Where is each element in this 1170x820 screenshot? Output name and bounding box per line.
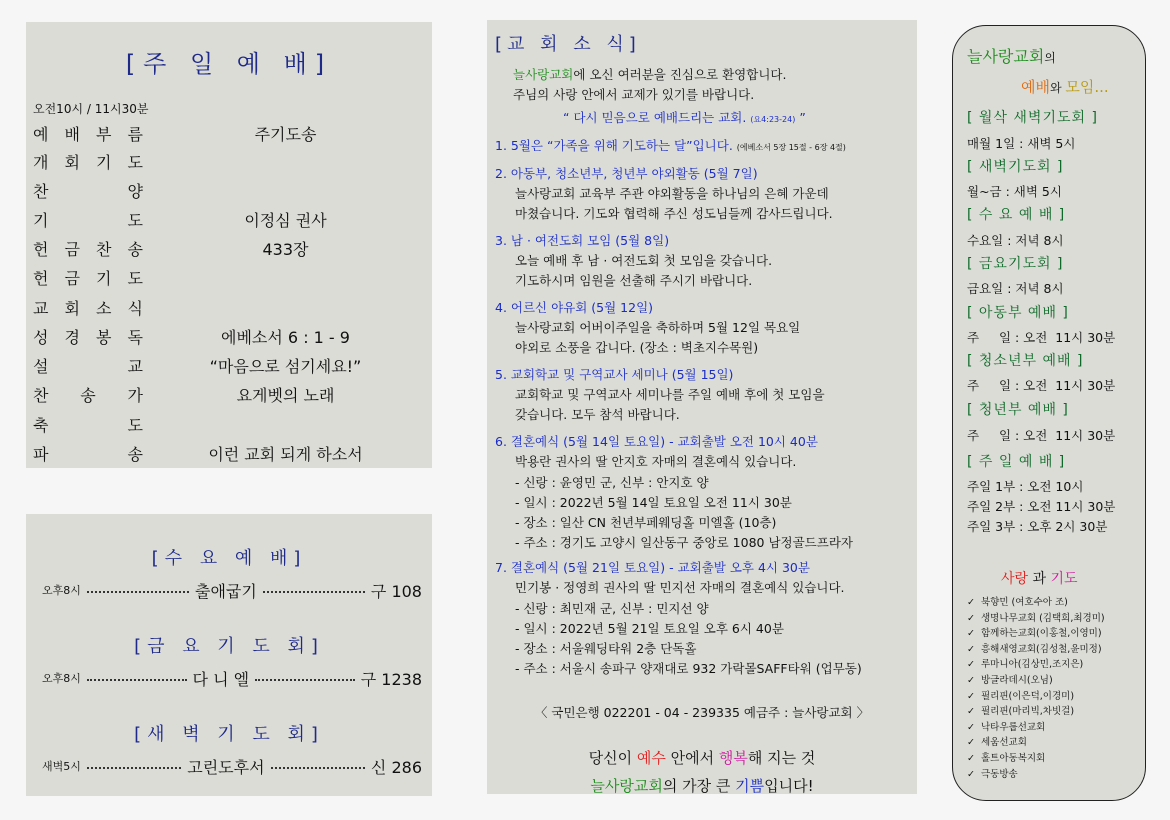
motto (563, 108, 806, 126)
order-item-char: 설 (33, 357, 49, 376)
bank-account: 〈 국민은행 022201 - 04 - 239335 예금주 : 늘사랑교회 〉 (534, 705, 870, 720)
prayer-item-label: 북향민 (여호수아 조) (981, 597, 1068, 608)
order-item-char: 배 (64, 125, 80, 144)
sunday-service-3: 주일 3부 : 오후 2시 30분 (967, 519, 1108, 534)
check-icon: ✓ (967, 690, 975, 702)
dot-leader (87, 679, 187, 681)
prayer-item-label: 루마니아(김상민,조지은) (981, 659, 1084, 671)
order-item-label (33, 150, 143, 173)
sunday-service-2: 주일 2부 : 오전 11시 30분 (967, 499, 1116, 514)
order-item-char: 도 (127, 153, 143, 172)
welcome-line-1 (513, 65, 786, 83)
order-item-char: 회 (64, 299, 80, 318)
order-item-label (33, 442, 143, 465)
news-3-line-2: 기도하시며 임원을 선출해 주시기 바랍니다. (515, 273, 753, 288)
order-item-char: 가 (127, 386, 143, 405)
order-item-char: 소 (96, 299, 112, 318)
wednesday-number: 구 108 (370, 581, 422, 601)
wednesday-service-time: 수요일 : 저녁 8시 (967, 233, 1064, 248)
friday-number: 구 1238 (360, 669, 423, 689)
church-name: 늘사랑교회 (513, 67, 574, 82)
order-item-value: 433장 (262, 240, 309, 259)
news-6-line-1: 박용란 권사의 딸 안지호 자매의 결혼예식 있습니다. (515, 454, 797, 469)
prayer-item-label: 극동방송 (981, 768, 1018, 780)
order-item-char: 교 (127, 357, 143, 376)
news-7-line-5: - 주소 : 서울시 송파구 양재대로 932 가락몰SAFF타워 (업무동) (515, 661, 862, 676)
closing-church: 늘사랑교회 (590, 777, 663, 795)
order-item-char: 름 (127, 125, 143, 144)
order-item-value: 에베소서 6 : 1 - 9 (221, 328, 350, 347)
news-5-line-2: 갖습니다. 모두 참석 바랍니다. (515, 407, 680, 422)
order-row (33, 237, 428, 259)
prayer-item-label: 함께하는교회(이홍철,이영미) (981, 628, 1102, 640)
news-6-line-2: - 신랑 : 윤영민 군, 신부 : 안지호 양 (515, 475, 709, 490)
news-7-line-4: - 장소 : 서울웨딩타워 2층 단독홀 (515, 641, 697, 656)
wednesday-title: [수 요 예 배] (151, 548, 307, 569)
order-row (33, 150, 428, 172)
order-item-label (33, 325, 143, 348)
order-item-label (33, 266, 143, 289)
order-row (33, 442, 428, 464)
order-item-char: 봉 (96, 328, 112, 347)
news-5-title: 5. 교회학교 및 구역교사 세미나 (5월 15일) (495, 367, 734, 382)
weekday-services-panel (26, 514, 432, 796)
news-2-title: 2. 아동부, 청소년부, 청년부 야외활동 (5월 7일) (495, 166, 758, 181)
news-header: [교 회 소 식] (495, 34, 641, 55)
order-item-value: 요게벳의 노래 (236, 386, 335, 405)
check-icon: ✓ (967, 659, 975, 671)
prayer-item (967, 734, 1027, 748)
order-item-char: 기 (96, 153, 112, 172)
news-6-line-3: - 일시 : 2022년 5월 14일 토요일 오전 11시 30분 (515, 495, 792, 510)
love-text: 사랑 (1001, 571, 1029, 587)
check-icon: ✓ (967, 721, 975, 733)
news-7-line-1: 민기봉 · 정영희 권사의 딸 민지선 자매의 결혼예식 있습니다. (515, 580, 845, 595)
news-7-title: 7. 결혼예식 (5월 21일 토요일) - 교회출발 오후 4시 30분 (495, 560, 810, 575)
news-4-line-1: 늘사랑교회 어버이주일을 축하하며 5월 12일 목요일 (515, 320, 801, 335)
news-item-1 (495, 136, 846, 154)
wednesday-passage: 출애굽기 (194, 581, 257, 601)
order-row (33, 413, 428, 435)
closing-line-1 (487, 747, 917, 768)
order-item-char: 축 (33, 416, 49, 435)
order-item-value: 이정심 권사 (244, 211, 327, 230)
order-item-char: 기 (96, 269, 112, 288)
closing-text: 의 가장 큰 (662, 777, 736, 795)
order-item-label (33, 179, 143, 202)
prayer-item (967, 672, 1053, 686)
dawn-title: [새 벽 기 도 회] (134, 724, 324, 745)
check-icon: ✓ (967, 768, 975, 780)
prayer-item-label: 낙타우룹선교회 (981, 721, 1046, 733)
sunday-service-title: [ 주 일 예 배 ] (967, 454, 1066, 470)
prayer-text: 기도 (1050, 571, 1078, 587)
order-item-label (33, 296, 143, 319)
schedule-panel (952, 25, 1146, 801)
news-1-title: 1. 5월은 “가족을 위해 기도하는 달”입니다. (495, 138, 733, 153)
dawn-number: 신 286 (370, 757, 423, 777)
friday-title: [금 요 기 도 회] (134, 636, 324, 657)
children-service-time: 주 일 : 오전 11시 30분 (967, 330, 1116, 345)
order-item-label (33, 354, 143, 377)
closing-text: 안에서 (665, 749, 719, 767)
sunday-worship-title: [주 일 예 배] (125, 50, 333, 78)
news-2-line-1: 늘사랑교회 교육부 주관 야외활동을 하나님의 은혜 가운데 (515, 186, 829, 201)
order-item-char: 송 (127, 240, 143, 259)
order-item-label (33, 237, 143, 260)
check-icon: ✓ (967, 753, 975, 764)
news-3-title: 3. 남 · 여전도회 모임 (5월 8일) (495, 233, 670, 248)
love-and-prayer-title (1001, 568, 1078, 588)
motto-ref: (요4:23-24) (750, 115, 796, 124)
prayer-item (967, 703, 1074, 717)
news-1-ref: (에베소서 5장 15절 - 6장 4절) (736, 143, 846, 152)
order-item-char: 부 (96, 125, 112, 144)
check-icon: ✓ (967, 706, 975, 718)
news-4-title: 4. 어르신 야유회 (5월 12일) (495, 300, 654, 315)
order-item-label (33, 122, 143, 145)
order-item-char: 양 (127, 182, 143, 201)
dot-leader (87, 591, 189, 593)
prayer-item (967, 610, 1105, 624)
prayer-item-label: 생명나무교회 (김택희,최경미) (981, 612, 1105, 624)
heading-worship: 예배 (1021, 78, 1050, 96)
order-item-label (33, 413, 143, 436)
news-6-line-5: - 주소 : 경기도 고양시 일산동구 중앙로 1080 남정골드프라자 (515, 535, 853, 550)
order-item-char: 교 (33, 299, 49, 318)
order-item-char: 헌 (33, 240, 49, 259)
prayer-item (967, 656, 1083, 670)
schedule-heading-2 (1021, 76, 1109, 97)
closing-text: 입니다! (764, 777, 814, 795)
welcome-text: 에 오신 여러분을 진심으로 환영합니다. (573, 67, 787, 82)
check-icon: ✓ (967, 612, 975, 624)
news-6-line-4: - 장소 : 일산 CN 천년부페웨딩홀 미엘홀 (10층) (515, 515, 777, 530)
wednesday-service-title: [ 수 요 예 배 ] (967, 207, 1066, 223)
order-item-char: 도 (127, 269, 143, 288)
news-6-title: 6. 결혼예식 (5월 14일 토요일) - 교회출발 오전 10시 40분 (495, 434, 818, 449)
heading-meeting: 모임... (1065, 78, 1109, 96)
check-icon: ✓ (967, 675, 975, 686)
dot-leader (255, 679, 355, 681)
friday-row (42, 668, 422, 688)
dot-leader (263, 591, 365, 593)
heading-text: 의 (1044, 51, 1056, 65)
prayer-item-label: 필리핀(마리빅,차빗걸) (981, 706, 1075, 718)
order-item-label (33, 208, 143, 231)
prayer-item (967, 750, 1045, 764)
order-item-char: 독 (127, 328, 143, 347)
friday-prayer-time: 금요일 : 저녁 8시 (967, 281, 1064, 296)
order-item-char: 금 (64, 240, 80, 259)
order-row (33, 296, 428, 318)
prayer-item-label: 세움선교회 (981, 737, 1027, 749)
young-adult-service-time: 주 일 : 오전 11시 30분 (967, 428, 1116, 443)
order-row (33, 325, 428, 347)
prayer-item (967, 719, 1045, 733)
motto-end: ” (799, 110, 806, 125)
closing-text: 해 지는 것 (747, 749, 816, 767)
dawn-passage: 고린도후서 (187, 757, 265, 777)
youth-service-title: [ 청소년부 예배 ] (967, 353, 1084, 369)
order-item-char: 식 (127, 299, 143, 318)
order-item-value: 주기도송 (254, 125, 317, 144)
dawn-monthly-title: [ 월삭 새벽기도회 ] (967, 110, 1098, 126)
schedule-heading-1 (967, 44, 1056, 67)
dawn-monthly-time: 매월 1일 : 새벽 5시 (967, 136, 1076, 151)
young-adult-service-title: [ 청년부 예배 ] (967, 402, 1069, 418)
sunday-worship-panel (26, 22, 432, 468)
sunday-worship-time: 오전10시 / 11시30분 (33, 102, 149, 116)
news-4-line-2: 야외로 소풍을 갑니다. (장소 : 벽초지수목원) (515, 340, 759, 355)
order-item-char: 예 (33, 125, 49, 144)
wednesday-time: 오후8시 (42, 584, 81, 597)
dawn-prayer-title: [ 새벽기도회 ] (967, 159, 1064, 175)
motto-text: “ 다시 믿음으로 예배드리는 교회. (563, 110, 747, 125)
order-row (33, 266, 428, 288)
order-item-char: 찬 (96, 240, 112, 259)
order-item-char: 찬 (33, 386, 49, 405)
news-7-line-2: - 신랑 : 최민재 군, 신부 : 민지선 양 (515, 601, 709, 616)
order-row (33, 208, 428, 230)
closing-joy: 기쁨 (735, 777, 765, 795)
church-name: 늘사랑교회 (967, 47, 1045, 66)
prayer-item (967, 766, 1018, 780)
friday-time: 오후8시 (42, 672, 81, 685)
news-5-line-1: 교회학교 및 구역교사 세미나를 주일 예배 후에 첫 모임을 (515, 387, 825, 402)
order-item-char: 개 (33, 153, 49, 172)
order-item-char: 회 (64, 153, 80, 172)
check-icon: ✓ (967, 597, 975, 608)
order-item-char: 헌 (33, 269, 49, 288)
check-icon: ✓ (967, 643, 975, 655)
prayer-item (967, 625, 1102, 639)
heading-text: 와 (1049, 81, 1066, 95)
children-service-title: [ 아동부 예배 ] (967, 305, 1069, 321)
order-item-char: 경 (64, 328, 80, 347)
prayer-item (967, 688, 1074, 702)
prayer-item-label: 필리핀(이은덕,이경미) (981, 690, 1075, 702)
news-2-line-2: 마쳤습니다. 기도와 협력해 주신 성도님들께 감사드립니다. (515, 206, 833, 221)
prayer-item-label: 홀트아동복지회 (981, 753, 1046, 764)
order-item-label (33, 383, 143, 406)
prayer-item (967, 641, 1102, 655)
order-row (33, 179, 428, 201)
order-item-value: “마음으로 섬기세요!” (209, 357, 362, 376)
order-item-char: 도 (127, 416, 143, 435)
order-item-char: 찬 (33, 182, 49, 201)
welcome-line-2: 주님의 사랑 안에서 교제가 있기를 바랍니다. (513, 87, 755, 102)
dawn-time: 새벽5시 (42, 760, 81, 773)
closing-line-2 (487, 775, 917, 796)
order-item-char: 송 (80, 386, 96, 405)
prayer-item-label: 방글라데시(오님) (981, 675, 1053, 686)
check-icon: ✓ (967, 737, 975, 749)
news-3-line-1: 오늘 예배 후 남 · 여전도회 첫 모임을 갖습니다. (515, 253, 773, 268)
order-item-char: 도 (127, 211, 143, 230)
closing-text: 당신이 (588, 749, 637, 767)
prayer-item-label: 흥해새영교회(김성철,윤미정) (981, 643, 1102, 655)
friday-prayer-title: [ 금요기도회 ] (967, 256, 1064, 272)
order-row (33, 354, 428, 376)
dot-leader (271, 767, 365, 769)
order-row (33, 383, 428, 405)
church-news-panel (487, 20, 917, 794)
check-icon: ✓ (967, 628, 975, 640)
order-row (33, 122, 428, 144)
sunday-service-1: 주일 1부 : 오전 10시 (967, 479, 1084, 494)
and-text: 과 (1028, 571, 1051, 587)
friday-passage: 다 니 엘 (192, 669, 250, 689)
closing-happiness: 행복 (718, 749, 748, 767)
order-item-char: 금 (64, 269, 80, 288)
order-item-char: 파 (33, 445, 49, 464)
youth-service-time: 주 일 : 오전 11시 30분 (967, 378, 1116, 393)
wednesday-row (42, 580, 422, 600)
dot-leader (87, 767, 181, 769)
dawn-prayer-time: 월~금 : 새벽 5시 (967, 184, 1062, 199)
dawn-row (42, 756, 422, 776)
closing-jesus: 예수 (636, 749, 666, 767)
order-item-char: 성 (33, 328, 49, 347)
order-item-char: 기 (33, 211, 49, 230)
news-7-line-3: - 일시 : 2022년 5월 21일 토요일 오후 6시 40분 (515, 621, 784, 636)
order-item-char: 송 (127, 445, 143, 464)
order-item-value: 이런 교회 되게 하소서 (208, 445, 363, 464)
prayer-item (967, 594, 1068, 608)
